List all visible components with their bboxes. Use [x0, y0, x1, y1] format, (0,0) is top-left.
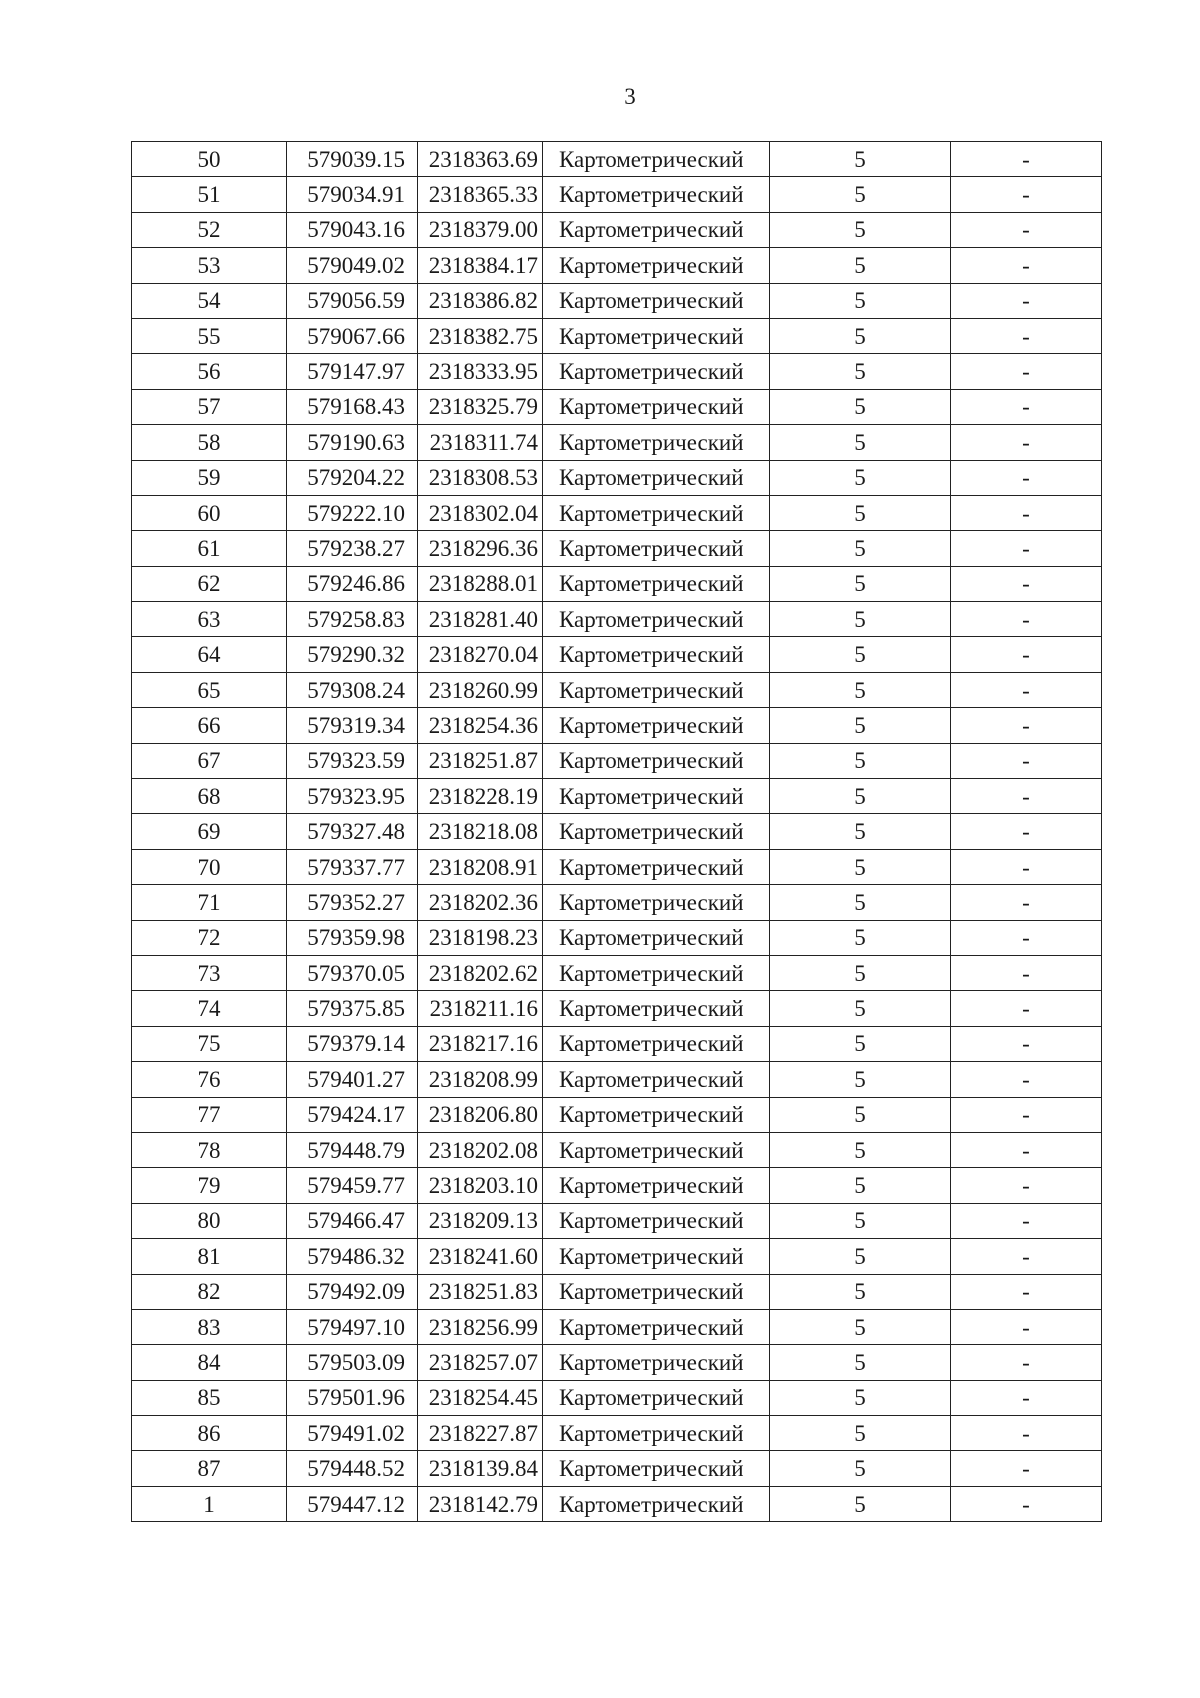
x-coordinate-cell: 579448.79 — [287, 1132, 418, 1167]
method-cell: Картометрический — [543, 955, 770, 990]
accuracy-cell: 5 — [770, 1239, 951, 1274]
note-cell: - — [951, 1416, 1102, 1451]
note-cell: - — [951, 637, 1102, 672]
point-number-cell: 75 — [132, 1026, 287, 1061]
note-cell: - — [951, 1486, 1102, 1521]
point-number-cell: 60 — [132, 495, 287, 530]
method-cell: Картометрический — [543, 531, 770, 566]
accuracy-cell: 5 — [770, 566, 951, 601]
note-cell: - — [951, 743, 1102, 778]
method-cell: Картометрический — [543, 849, 770, 884]
accuracy-cell: 5 — [770, 814, 951, 849]
method-cell: Картометрический — [543, 495, 770, 530]
table-row — [132, 637, 1102, 672]
table-row — [132, 354, 1102, 389]
page-number: 3 — [624, 84, 636, 109]
point-number-cell: 74 — [132, 991, 287, 1026]
point-number-cell: 73 — [132, 955, 287, 990]
method-cell: Картометрический — [543, 1451, 770, 1486]
note-cell: - — [951, 1345, 1102, 1380]
method-cell: Картометрический — [543, 1380, 770, 1415]
point-number-cell: 87 — [132, 1451, 287, 1486]
y-coordinate-cell: 2318333.95 — [418, 354, 543, 389]
y-coordinate-cell: 2318254.45 — [418, 1380, 543, 1415]
method-cell: Картометрический — [543, 566, 770, 601]
x-coordinate-cell: 579352.27 — [287, 885, 418, 920]
note-cell: - — [951, 531, 1102, 566]
point-number-cell: 76 — [132, 1062, 287, 1097]
y-coordinate-cell: 2318281.40 — [418, 602, 543, 637]
note-cell: - — [951, 991, 1102, 1026]
point-number-cell: 69 — [132, 814, 287, 849]
method-cell: Картометрический — [543, 708, 770, 743]
table-row — [132, 1309, 1102, 1344]
note-cell: - — [951, 212, 1102, 247]
table-row — [132, 849, 1102, 884]
accuracy-cell: 5 — [770, 991, 951, 1026]
note-cell: - — [951, 142, 1102, 177]
table-row — [132, 283, 1102, 318]
y-coordinate-cell: 2318217.16 — [418, 1026, 543, 1061]
x-coordinate-cell: 579327.48 — [287, 814, 418, 849]
y-coordinate-cell: 2318228.19 — [418, 779, 543, 814]
method-cell: Картометрический — [543, 142, 770, 177]
table-row — [132, 1168, 1102, 1203]
y-coordinate-cell: 2318308.53 — [418, 460, 543, 495]
x-coordinate-cell: 579039.15 — [287, 142, 418, 177]
y-coordinate-cell: 2318386.82 — [418, 283, 543, 318]
accuracy-cell: 5 — [770, 425, 951, 460]
table-row — [132, 1026, 1102, 1061]
accuracy-cell: 5 — [770, 1380, 951, 1415]
coordinates-table — [131, 141, 1102, 1522]
table-row — [132, 885, 1102, 920]
y-coordinate-cell: 2318363.69 — [418, 142, 543, 177]
point-number-cell: 56 — [132, 354, 287, 389]
table-row — [132, 1097, 1102, 1132]
accuracy-cell: 5 — [770, 1451, 951, 1486]
method-cell: Картометрический — [543, 318, 770, 353]
y-coordinate-cell: 2318325.79 — [418, 389, 543, 424]
point-number-cell: 79 — [132, 1168, 287, 1203]
method-cell: Картометрический — [543, 1132, 770, 1167]
y-coordinate-cell: 2318257.07 — [418, 1345, 543, 1380]
point-number-cell: 55 — [132, 318, 287, 353]
note-cell: - — [951, 814, 1102, 849]
note-cell: - — [951, 602, 1102, 637]
method-cell: Картометрический — [543, 743, 770, 778]
x-coordinate-cell: 579466.47 — [287, 1203, 418, 1238]
method-cell: Картометрический — [543, 1239, 770, 1274]
y-coordinate-cell: 2318208.99 — [418, 1062, 543, 1097]
method-cell: Картометрический — [543, 1345, 770, 1380]
x-coordinate-cell: 579319.34 — [287, 708, 418, 743]
x-coordinate-cell: 579359.98 — [287, 920, 418, 955]
note-cell: - — [951, 248, 1102, 283]
accuracy-cell: 5 — [770, 354, 951, 389]
accuracy-cell: 5 — [770, 460, 951, 495]
y-coordinate-cell: 2318288.01 — [418, 566, 543, 601]
y-coordinate-cell: 2318251.87 — [418, 743, 543, 778]
note-cell: - — [951, 849, 1102, 884]
x-coordinate-cell: 579459.77 — [287, 1168, 418, 1203]
note-cell: - — [951, 708, 1102, 743]
point-number-cell: 54 — [132, 283, 287, 318]
x-coordinate-cell: 579034.91 — [287, 177, 418, 212]
y-coordinate-cell: 2318202.36 — [418, 885, 543, 920]
table-row — [132, 991, 1102, 1026]
x-coordinate-cell: 579497.10 — [287, 1309, 418, 1344]
y-coordinate-cell: 2318218.08 — [418, 814, 543, 849]
accuracy-cell: 5 — [770, 389, 951, 424]
accuracy-cell: 5 — [770, 849, 951, 884]
table-row — [132, 955, 1102, 990]
point-number-cell: 1 — [132, 1486, 287, 1521]
table-row — [132, 425, 1102, 460]
x-coordinate-cell: 579043.16 — [287, 212, 418, 247]
note-cell: - — [951, 1026, 1102, 1061]
table-row — [132, 1203, 1102, 1238]
table-row — [132, 1062, 1102, 1097]
table-row — [132, 672, 1102, 707]
y-coordinate-cell: 2318379.00 — [418, 212, 543, 247]
y-coordinate-cell: 2318139.84 — [418, 1451, 543, 1486]
y-coordinate-cell: 2318254.36 — [418, 708, 543, 743]
accuracy-cell: 5 — [770, 1274, 951, 1309]
point-number-cell: 57 — [132, 389, 287, 424]
point-number-cell: 52 — [132, 212, 287, 247]
x-coordinate-cell: 579323.59 — [287, 743, 418, 778]
note-cell: - — [951, 1132, 1102, 1167]
table-row — [132, 1486, 1102, 1521]
accuracy-cell: 5 — [770, 743, 951, 778]
x-coordinate-cell: 579204.22 — [287, 460, 418, 495]
note-cell: - — [951, 354, 1102, 389]
method-cell: Картометрический — [543, 425, 770, 460]
method-cell: Картометрический — [543, 1486, 770, 1521]
x-coordinate-cell: 579447.12 — [287, 1486, 418, 1521]
table-row — [132, 708, 1102, 743]
method-cell: Картометрический — [543, 1062, 770, 1097]
method-cell: Картометрический — [543, 602, 770, 637]
x-coordinate-cell: 579246.86 — [287, 566, 418, 601]
point-number-cell: 78 — [132, 1132, 287, 1167]
note-cell: - — [951, 318, 1102, 353]
table-row — [132, 814, 1102, 849]
table-row — [132, 1416, 1102, 1451]
method-cell: Картометрический — [543, 1026, 770, 1061]
x-coordinate-cell: 579503.09 — [287, 1345, 418, 1380]
table-row — [132, 743, 1102, 778]
accuracy-cell: 5 — [770, 495, 951, 530]
accuracy-cell: 5 — [770, 637, 951, 672]
point-number-cell: 84 — [132, 1345, 287, 1380]
table-row — [132, 460, 1102, 495]
accuracy-cell: 5 — [770, 1309, 951, 1344]
method-cell: Картометрический — [543, 177, 770, 212]
method-cell: Картометрический — [543, 460, 770, 495]
note-cell: - — [951, 779, 1102, 814]
table-row — [132, 1345, 1102, 1380]
y-coordinate-cell: 2318202.08 — [418, 1132, 543, 1167]
x-coordinate-cell: 579290.32 — [287, 637, 418, 672]
x-coordinate-cell: 579168.43 — [287, 389, 418, 424]
table-row — [132, 1274, 1102, 1309]
x-coordinate-cell: 579448.52 — [287, 1451, 418, 1486]
x-coordinate-cell: 579323.95 — [287, 779, 418, 814]
x-coordinate-cell: 579337.77 — [287, 849, 418, 884]
note-cell: - — [951, 1380, 1102, 1415]
y-coordinate-cell: 2318296.36 — [418, 531, 543, 566]
accuracy-cell: 5 — [770, 885, 951, 920]
accuracy-cell: 5 — [770, 1062, 951, 1097]
table-body — [132, 142, 1102, 1522]
point-number-cell: 62 — [132, 566, 287, 601]
y-coordinate-cell: 2318142.79 — [418, 1486, 543, 1521]
accuracy-cell: 5 — [770, 1416, 951, 1451]
point-number-cell: 66 — [132, 708, 287, 743]
x-coordinate-cell: 579370.05 — [287, 955, 418, 990]
accuracy-cell: 5 — [770, 177, 951, 212]
table-row — [132, 318, 1102, 353]
x-coordinate-cell: 579308.24 — [287, 672, 418, 707]
x-coordinate-cell: 579056.59 — [287, 283, 418, 318]
y-coordinate-cell: 2318302.04 — [418, 495, 543, 530]
note-cell: - — [951, 425, 1102, 460]
point-number-cell: 59 — [132, 460, 287, 495]
table-row — [132, 1239, 1102, 1274]
y-coordinate-cell: 2318211.16 — [418, 991, 543, 1026]
method-cell: Картометрический — [543, 779, 770, 814]
table-row — [132, 779, 1102, 814]
point-number-cell: 71 — [132, 885, 287, 920]
note-cell: - — [951, 1168, 1102, 1203]
y-coordinate-cell: 2318209.13 — [418, 1203, 543, 1238]
x-coordinate-cell: 579147.97 — [287, 354, 418, 389]
table-row — [132, 531, 1102, 566]
accuracy-cell: 5 — [770, 1203, 951, 1238]
accuracy-cell: 5 — [770, 1097, 951, 1132]
y-coordinate-cell: 2318256.99 — [418, 1309, 543, 1344]
method-cell: Картометрический — [543, 885, 770, 920]
x-coordinate-cell: 579222.10 — [287, 495, 418, 530]
point-number-cell: 77 — [132, 1097, 287, 1132]
point-number-cell: 65 — [132, 672, 287, 707]
table-row — [132, 1451, 1102, 1486]
table-row — [132, 495, 1102, 530]
method-cell: Картометрический — [543, 1097, 770, 1132]
point-number-cell: 70 — [132, 849, 287, 884]
point-number-cell: 83 — [132, 1309, 287, 1344]
method-cell: Картометрический — [543, 991, 770, 1026]
y-coordinate-cell: 2318382.75 — [418, 318, 543, 353]
table-row — [132, 142, 1102, 177]
x-coordinate-cell: 579067.66 — [287, 318, 418, 353]
method-cell: Картометрический — [543, 354, 770, 389]
y-coordinate-cell: 2318270.04 — [418, 637, 543, 672]
note-cell: - — [951, 1239, 1102, 1274]
point-number-cell: 80 — [132, 1203, 287, 1238]
accuracy-cell: 5 — [770, 1132, 951, 1167]
note-cell: - — [951, 1274, 1102, 1309]
note-cell: - — [951, 1451, 1102, 1486]
method-cell: Картометрический — [543, 1168, 770, 1203]
x-coordinate-cell: 579401.27 — [287, 1062, 418, 1097]
point-number-cell: 85 — [132, 1380, 287, 1415]
accuracy-cell: 5 — [770, 1168, 951, 1203]
point-number-cell: 61 — [132, 531, 287, 566]
accuracy-cell: 5 — [770, 142, 951, 177]
accuracy-cell: 5 — [770, 602, 951, 637]
note-cell: - — [951, 920, 1102, 955]
accuracy-cell: 5 — [770, 212, 951, 247]
y-coordinate-cell: 2318365.33 — [418, 177, 543, 212]
accuracy-cell: 5 — [770, 283, 951, 318]
x-coordinate-cell: 579375.85 — [287, 991, 418, 1026]
y-coordinate-cell: 2318311.74 — [418, 425, 543, 460]
accuracy-cell: 5 — [770, 248, 951, 283]
method-cell: Картометрический — [543, 1203, 770, 1238]
accuracy-cell: 5 — [770, 708, 951, 743]
table-row — [132, 177, 1102, 212]
accuracy-cell: 5 — [770, 920, 951, 955]
point-number-cell: 58 — [132, 425, 287, 460]
note-cell: - — [951, 460, 1102, 495]
method-cell: Картометрический — [543, 212, 770, 247]
table-row — [132, 1380, 1102, 1415]
y-coordinate-cell: 2318208.91 — [418, 849, 543, 884]
y-coordinate-cell: 2318384.17 — [418, 248, 543, 283]
point-number-cell: 50 — [132, 142, 287, 177]
point-number-cell: 53 — [132, 248, 287, 283]
accuracy-cell: 5 — [770, 531, 951, 566]
accuracy-cell: 5 — [770, 672, 951, 707]
note-cell: - — [951, 177, 1102, 212]
y-coordinate-cell: 2318206.80 — [418, 1097, 543, 1132]
method-cell: Картометрический — [543, 248, 770, 283]
x-coordinate-cell: 579486.32 — [287, 1239, 418, 1274]
table-row — [132, 389, 1102, 424]
note-cell: - — [951, 955, 1102, 990]
x-coordinate-cell: 579190.63 — [287, 425, 418, 460]
method-cell: Картометрический — [543, 389, 770, 424]
method-cell: Картометрический — [543, 920, 770, 955]
point-number-cell: 81 — [132, 1239, 287, 1274]
table-row — [132, 1132, 1102, 1167]
method-cell: Картометрический — [543, 672, 770, 707]
x-coordinate-cell: 579491.02 — [287, 1416, 418, 1451]
x-coordinate-cell: 579501.96 — [287, 1380, 418, 1415]
method-cell: Картометрический — [543, 283, 770, 318]
accuracy-cell: 5 — [770, 779, 951, 814]
note-cell: - — [951, 885, 1102, 920]
accuracy-cell: 5 — [770, 1345, 951, 1380]
table-row — [132, 248, 1102, 283]
x-coordinate-cell: 579424.17 — [287, 1097, 418, 1132]
table-row — [132, 602, 1102, 637]
y-coordinate-cell: 2318202.62 — [418, 955, 543, 990]
point-number-cell: 51 — [132, 177, 287, 212]
note-cell: - — [951, 566, 1102, 601]
y-coordinate-cell: 2318260.99 — [418, 672, 543, 707]
x-coordinate-cell: 579049.02 — [287, 248, 418, 283]
note-cell: - — [951, 1203, 1102, 1238]
accuracy-cell: 5 — [770, 1486, 951, 1521]
point-number-cell: 67 — [132, 743, 287, 778]
accuracy-cell: 5 — [770, 955, 951, 990]
x-coordinate-cell: 579258.83 — [287, 602, 418, 637]
note-cell: - — [951, 1309, 1102, 1344]
note-cell: - — [951, 495, 1102, 530]
y-coordinate-cell: 2318251.83 — [418, 1274, 543, 1309]
note-cell: - — [951, 1097, 1102, 1132]
note-cell: - — [951, 389, 1102, 424]
method-cell: Картометрический — [543, 637, 770, 672]
point-number-cell: 63 — [132, 602, 287, 637]
accuracy-cell: 5 — [770, 318, 951, 353]
point-number-cell: 86 — [132, 1416, 287, 1451]
method-cell: Картометрический — [543, 1309, 770, 1344]
y-coordinate-cell: 2318203.10 — [418, 1168, 543, 1203]
y-coordinate-cell: 2318241.60 — [418, 1239, 543, 1274]
method-cell: Картометрический — [543, 1274, 770, 1309]
method-cell: Картометрический — [543, 814, 770, 849]
table-row — [132, 920, 1102, 955]
point-number-cell: 64 — [132, 637, 287, 672]
x-coordinate-cell: 579492.09 — [287, 1274, 418, 1309]
x-coordinate-cell: 579379.14 — [287, 1026, 418, 1061]
point-number-cell: 82 — [132, 1274, 287, 1309]
method-cell: Картометрический — [543, 1416, 770, 1451]
point-number-cell: 72 — [132, 920, 287, 955]
table-row — [132, 212, 1102, 247]
y-coordinate-cell: 2318227.87 — [418, 1416, 543, 1451]
y-coordinate-cell: 2318198.23 — [418, 920, 543, 955]
point-number-cell: 68 — [132, 779, 287, 814]
note-cell: - — [951, 1062, 1102, 1097]
accuracy-cell: 5 — [770, 1026, 951, 1061]
note-cell: - — [951, 672, 1102, 707]
table-row — [132, 566, 1102, 601]
x-coordinate-cell: 579238.27 — [287, 531, 418, 566]
note-cell: - — [951, 283, 1102, 318]
